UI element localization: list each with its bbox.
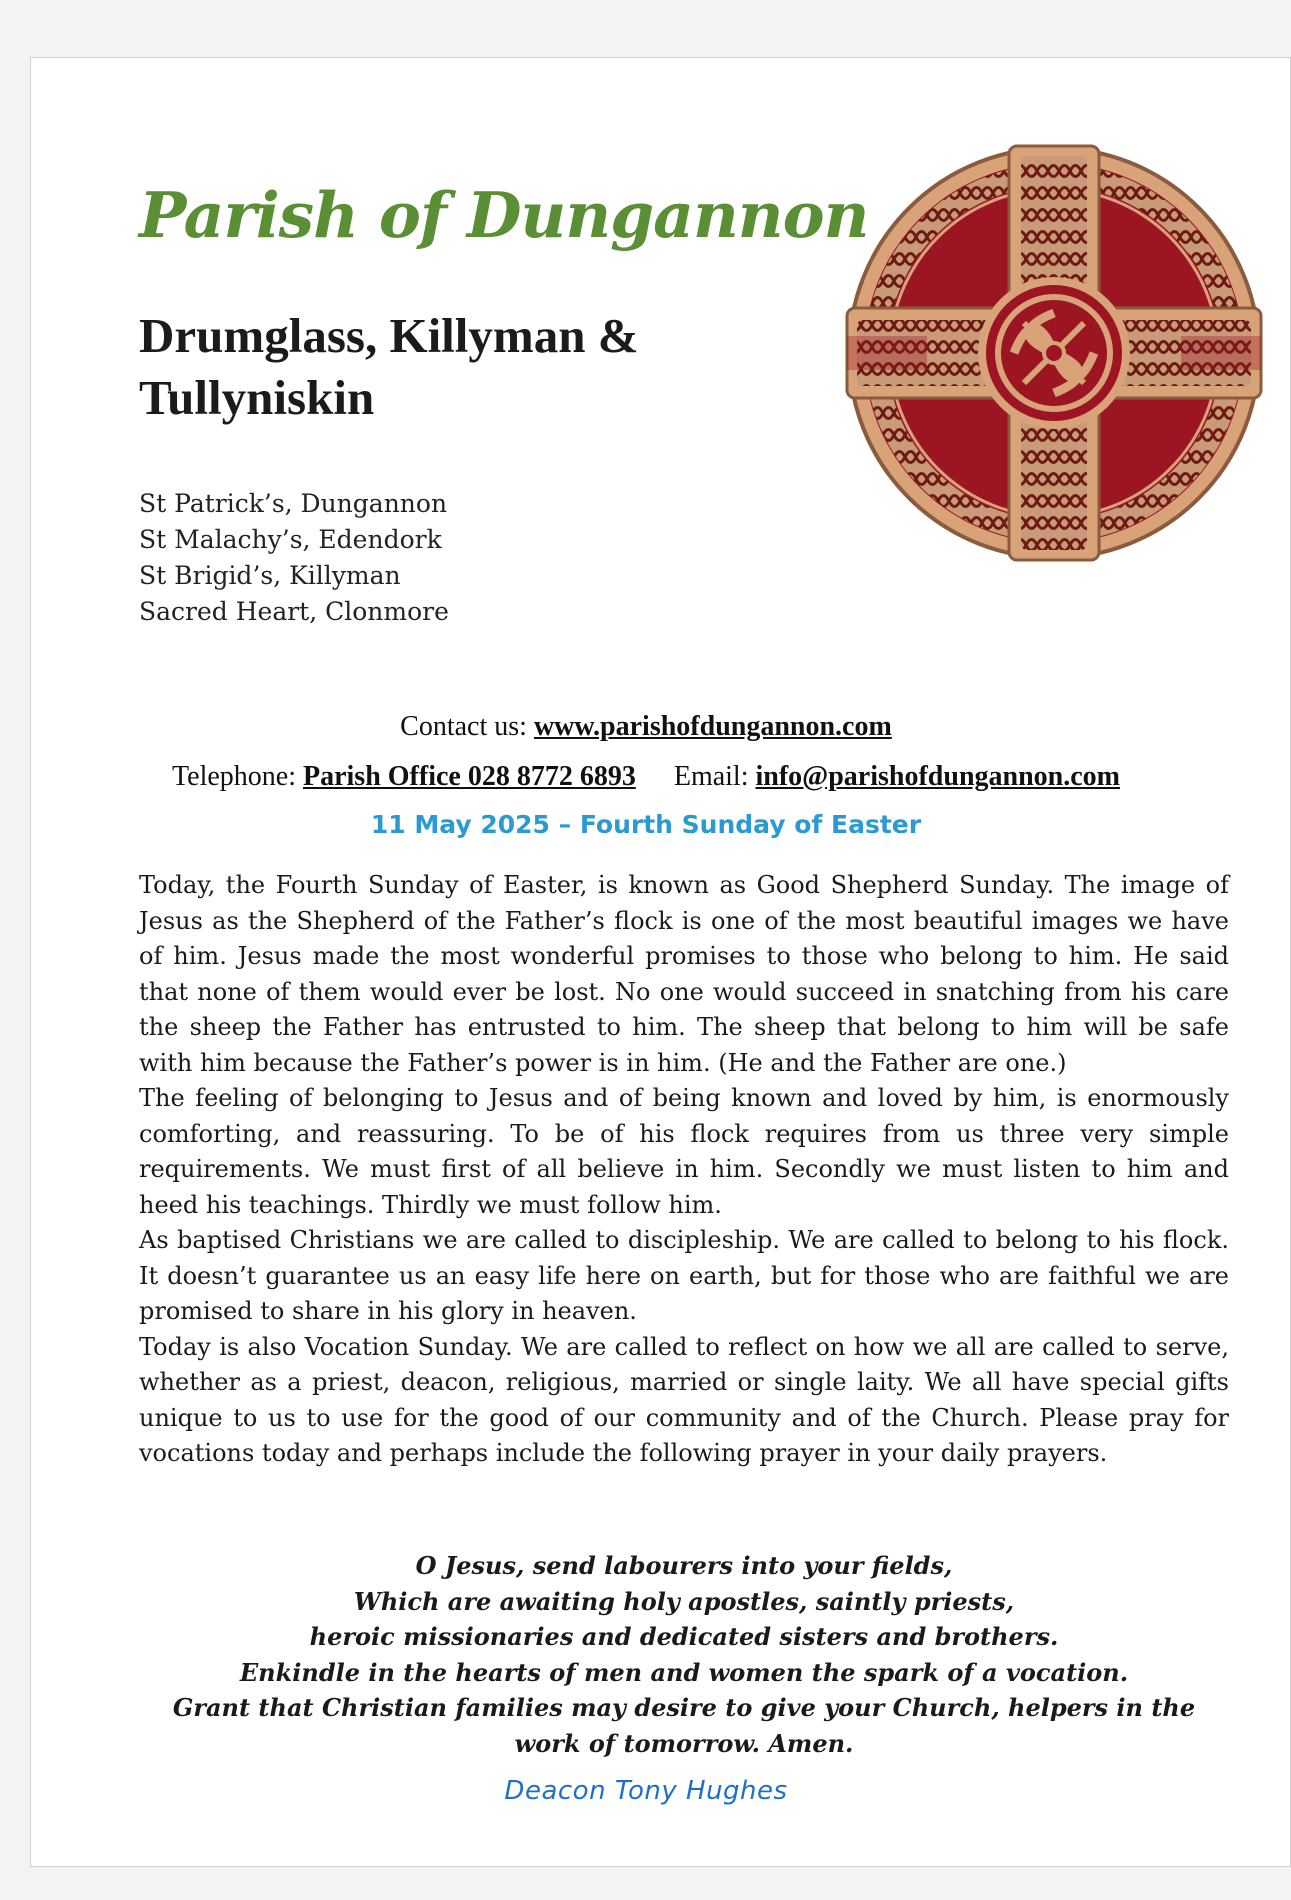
prayer-line: Which are awaiting holy apostles, saintly priests, — [353, 1586, 1015, 1616]
date-heading: 11 May 2025 – Fourth Sunday of Easter — [370, 810, 922, 839]
reflection-text — [139, 868, 1229, 1472]
celtic-cross-icon — [839, 138, 1269, 568]
paragraph: As baptised Christians we are called to discipleship. We are called to belong to his flock. It doesn’t guarantee us an easy life here on earth, but for those who are faithful we are promised to share in his glory in heaven. — [139, 1226, 1229, 1325]
vocation-prayer — [139, 1548, 1229, 1761]
telephone-line — [31, 761, 1261, 793]
contact-label: Contact us: — [400, 711, 527, 742]
telephone-label: Telephone: — [172, 761, 296, 792]
paragraph: The feeling of belonging to Jesus and of being known and loved by him, is enormously comforting, and reassuring. To be of his flock requires from us three very simple requirements. We must first of all believe in him. Secondly we must listen to him and heed his teachings. Thirdly we must follow him. — [139, 1084, 1229, 1219]
church-item: St Patrick’s, Dungannon — [139, 489, 448, 518]
paragraph: Today is also Vocation Sunday. We are called to reflect on how we all are called to serve, whether as a priest, deacon, religious, married or single laity. We all have special gifts unique to us to use for the good of our community and of the Church. Please pray for vocations today and perhaps include the following prayer in your daily prayers. — [139, 1332, 1229, 1467]
parish-subtitle: Drumglass, Killyman & Tullyniskin — [139, 308, 639, 425]
contact-line — [31, 711, 1261, 743]
church-item: Sacred Heart, Clonmore — [139, 597, 449, 626]
prayer-line: Grant that Christian families may desire to give your Church, helpers in the work of tomorrow. Amen. — [172, 1693, 1196, 1758]
email-label: Email: — [673, 761, 749, 792]
signature: Deacon Tony Hughes — [504, 1776, 788, 1806]
website-link[interactable]: www.parishofdungannon.com — [533, 711, 892, 742]
church-list — [139, 486, 449, 630]
prayer-line: O Jesus, send labourers into your fields, — [415, 1551, 953, 1580]
paragraph: Today, the Fourth Sunday of Easter, is known as Good Shepherd Sunday. The image of Jesus as the Shepherd of the Father’s flock is one of the most beautiful images we have of him. Jesus made the most wonderful promises to those who belong to him. He said that none of them would ever be lost. No one would succeed in snatching from his care the sheep the Father has entrusted to him. The sheep that belong to him will be safe with him because the Father’s power is in him. (He and the Father are one.) — [139, 871, 1229, 1077]
church-item: St Malachy’s, Edendork — [139, 525, 442, 554]
prayer-line: heroic missionaries and dedicated sisters and brothers. — [309, 1622, 1059, 1651]
email-link[interactable]: info@parishofdungannon.com — [755, 761, 1120, 792]
parish-office-phone: Parish Office 028 8772 6893 — [303, 761, 636, 792]
church-item: St Brigid’s, Killyman — [139, 561, 401, 590]
page-title: Parish of Dungannon — [139, 178, 869, 252]
prayer-line: Enkindle in the hearts of men and women the spark of a vocation. — [239, 1657, 1129, 1687]
document-page — [30, 57, 1291, 1867]
